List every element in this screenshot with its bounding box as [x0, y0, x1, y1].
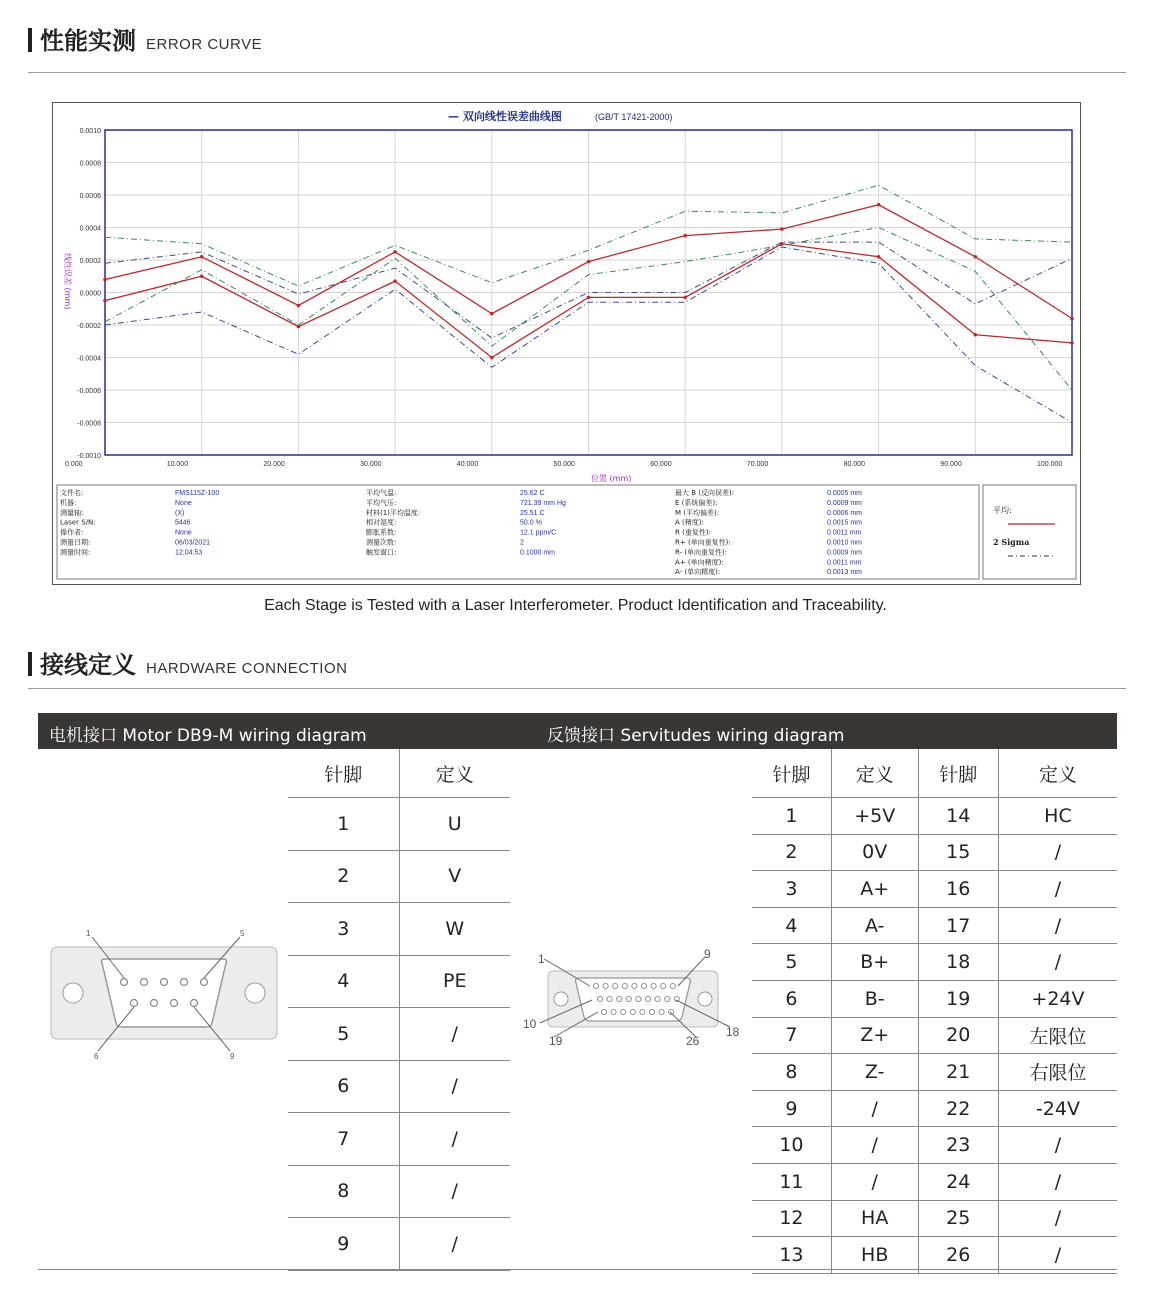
pin-number-cell: 4	[752, 907, 831, 944]
pin-definition-cell: +5V	[831, 798, 918, 835]
pin-definition-cell: /	[998, 1127, 1117, 1164]
pin-number-cell: 4	[288, 955, 399, 1008]
x-tick-label: 0.000	[65, 461, 83, 468]
info-stat-value: 0.0015 mm	[827, 519, 863, 527]
svg-text:9: 9	[704, 947, 711, 961]
info-env-label: 材料(1)平均温度:	[366, 508, 421, 517]
pin-definition-cell: /	[998, 1237, 1117, 1274]
data-point	[974, 255, 978, 259]
pin-number-cell: 2	[752, 834, 831, 871]
x-tick-label: 10.000	[166, 461, 189, 468]
pin-number-cell: 16	[918, 871, 998, 908]
pin-definition-cell: 0V	[831, 834, 918, 871]
pin-number-cell: 5	[752, 944, 831, 981]
table-row	[752, 1237, 1117, 1274]
data-point	[683, 296, 687, 300]
y-tick-label: 0.0002	[79, 258, 101, 265]
y-tick-label: -0.0008	[77, 420, 101, 428]
pin-number-cell: 14	[918, 798, 998, 835]
table-row	[288, 955, 510, 1008]
info-stat-label: A+ (单向精度):	[675, 558, 724, 567]
data-point	[587, 260, 591, 264]
x-tick-label: 70.000	[746, 461, 769, 468]
x-tick-label: 30.000	[360, 461, 382, 468]
db26-pin	[603, 983, 608, 988]
pin-number-cell: 19	[918, 980, 998, 1017]
db26-pin	[611, 1009, 616, 1014]
table-row	[752, 980, 1117, 1017]
svg-text:5: 5	[240, 929, 245, 938]
data-point	[877, 255, 881, 259]
db26-pin	[651, 983, 656, 988]
pin-number-cell: 10	[752, 1127, 831, 1164]
info-env-value: 25.62 C	[520, 490, 545, 497]
info-env-value: 0.1000 mm	[520, 549, 556, 557]
pin-definition-cell: W	[399, 903, 510, 956]
info-meta-value: FMS115Z-100	[175, 490, 220, 497]
info-stat-label: E (系统偏差):	[675, 498, 718, 507]
info-meta-label: 测量日期:	[60, 538, 91, 547]
db26-pin	[645, 996, 650, 1001]
table-row	[288, 1218, 510, 1271]
pin-number-cell: 1	[752, 798, 831, 835]
info-stat-value: 0.0011 mm	[827, 559, 862, 567]
info-stat-label: A- (单向精度):	[675, 568, 721, 577]
info-stat-value: 0.0009 mm	[827, 549, 863, 557]
table-row	[752, 1017, 1117, 1054]
section-title-cn: 接线定义	[40, 651, 136, 679]
pin-number-cell: 13	[752, 1237, 831, 1274]
bottom-divider	[38, 1269, 1117, 1270]
info-stat-label: R- (单向重复性):	[675, 548, 728, 557]
info-env-label: 膨胀系数:	[366, 528, 397, 537]
data-point	[1070, 317, 1074, 321]
info-meta-label: 文件名:	[60, 489, 84, 497]
pin-definition-cell: /	[998, 834, 1117, 871]
pin-definition-cell: Z-	[831, 1054, 918, 1091]
wiring-header-bar	[38, 713, 1117, 749]
data-point	[200, 274, 204, 278]
pin-number-cell: 11	[752, 1163, 831, 1200]
pin-definition-cell: A-	[831, 907, 918, 944]
db26-pin	[613, 983, 618, 988]
db26-pin	[640, 1009, 645, 1014]
mount-hole	[245, 983, 265, 1003]
table-row	[752, 1054, 1117, 1091]
db9-connector-diagram	[40, 925, 290, 1065]
db26-pin	[597, 996, 602, 1001]
pin-number-cell: 6	[288, 1060, 399, 1113]
table-row	[288, 903, 510, 956]
db26-pin	[670, 983, 675, 988]
y-tick-label: -0.0010	[77, 453, 101, 460]
section-divider	[28, 688, 1126, 689]
db26-pin	[601, 1009, 606, 1014]
table-row	[288, 798, 510, 851]
x-tick-label: 90.000	[940, 461, 962, 468]
db26-pin	[630, 1009, 635, 1014]
x-tick-label: 50.000	[553, 461, 575, 468]
svg-text:19: 19	[549, 1034, 563, 1048]
pin-definition-cell: /	[831, 1090, 918, 1127]
table-row	[288, 1060, 510, 1113]
info-meta-label: 操作者:	[60, 528, 84, 537]
pin-number-cell: 7	[752, 1017, 831, 1054]
mount-hole	[63, 983, 83, 1003]
pin-definition-cell: /	[399, 1008, 510, 1061]
pin-definition-cell: /	[399, 1218, 510, 1271]
definition-header: 定义	[831, 749, 918, 798]
y-tick-label: 0.0000	[79, 290, 101, 298]
pin-definition-cell: U	[399, 798, 510, 851]
chart-title: — 双向线性误差曲线图	[448, 110, 562, 123]
pin-number-cell: 5	[288, 1008, 399, 1061]
pin-number-cell: 21	[918, 1054, 998, 1091]
data-point	[683, 234, 687, 238]
chart-canvas	[53, 103, 1080, 584]
pin-definition-cell: /	[399, 1060, 510, 1113]
pin-number-cell: 17	[918, 907, 998, 944]
info-stat-label: R+ (单向重复性):	[675, 538, 731, 547]
pin-definition-cell: HB	[831, 1237, 918, 1274]
db26-pin	[617, 996, 622, 1001]
pin-number-cell: 9	[288, 1218, 399, 1271]
info-stat-value: 0.0011 mm	[827, 529, 862, 537]
y-tick-label: -0.0004	[77, 355, 101, 363]
table-row	[752, 834, 1117, 871]
pin-definition-cell: HA	[831, 1200, 918, 1237]
x-axis-label: 位置 (mm)	[591, 474, 632, 483]
info-env-label: 相对湿度:	[366, 518, 397, 527]
pin-number-cell: 2	[288, 850, 399, 903]
pin-header: 针脚	[288, 749, 399, 798]
info-stat-value: 0.0013 mm	[827, 569, 863, 577]
info-meta-value: None	[175, 499, 192, 507]
info-meta-label: 测量时间:	[60, 548, 91, 557]
pin-number-cell: 26	[918, 1237, 998, 1274]
pin-header: 针脚	[752, 749, 831, 798]
pin-number-cell: 12	[752, 1200, 831, 1237]
table-row	[752, 871, 1117, 908]
info-stat-label: A (精度):	[675, 518, 704, 527]
y-tick-label: 0.0004	[79, 225, 101, 233]
x-tick-label: 20.000	[263, 461, 285, 468]
pin-number-cell: 3	[288, 903, 399, 956]
y-tick-label: 0.0006	[79, 193, 101, 200]
chart-subtitle: (GB/T 17421-2000)	[595, 112, 673, 122]
data-point	[490, 312, 494, 316]
x-tick-label: 100.000	[1037, 461, 1063, 468]
pin-definition-cell: A+	[831, 871, 918, 908]
section-title-en: HARDWARE CONNECTION	[146, 660, 348, 677]
pin-number-cell: 24	[918, 1163, 998, 1200]
pin-definition-cell: B+	[831, 944, 918, 981]
pin-definition-cell: /	[831, 1127, 918, 1164]
info-stat-value: 0.0006 mm	[827, 509, 863, 517]
info-meta-label: 测量轴:	[60, 508, 84, 517]
data-point	[877, 203, 881, 207]
legend-mean-label: 平均:	[993, 506, 1012, 515]
y-axis-label: 线性误差 (mm)	[63, 253, 72, 310]
svg-text:18: 18	[726, 1025, 740, 1039]
data-point	[103, 278, 107, 282]
info-stat-value: 0.0005 mm	[827, 490, 863, 497]
motor-wiring-title: 电机接口 Motor DB9-M wiring diagram	[49, 726, 367, 746]
pin-header: 针脚	[918, 749, 998, 798]
db26-pin	[636, 996, 641, 1001]
info-env-value: 25.51 C	[520, 509, 545, 517]
definition-header: 定义	[998, 749, 1117, 798]
table-row	[752, 798, 1117, 835]
pin-number-cell: 22	[918, 1090, 998, 1127]
definition-header: 定义	[399, 749, 510, 798]
info-env-label: 测量次数:	[366, 538, 397, 547]
db26-pin	[593, 983, 598, 988]
db26-pin	[632, 983, 637, 988]
table-row	[288, 850, 510, 903]
pin-definition-cell: /	[998, 1200, 1117, 1237]
table-row	[288, 1008, 510, 1061]
db26-pin	[641, 983, 646, 988]
info-stat-label: M (平均偏差):	[675, 508, 720, 517]
pin-number-cell: 15	[918, 834, 998, 871]
pin-number-cell: 8	[288, 1165, 399, 1218]
table-row	[752, 1090, 1117, 1127]
motor-pin-table	[288, 749, 510, 1271]
x-tick-label: 40.000	[456, 461, 479, 468]
table-row	[288, 1113, 510, 1166]
info-meta-value: 5446	[175, 519, 191, 527]
pin-definition-cell: /	[998, 871, 1117, 908]
pin-number-cell: 23	[918, 1127, 998, 1164]
info-env-value: 12.1 ppm/C	[520, 529, 557, 537]
pin-number-cell: 25	[918, 1200, 998, 1237]
legend-border	[983, 485, 1076, 579]
svg-text:1: 1	[86, 929, 91, 938]
svg-text:1: 1	[538, 952, 545, 966]
db26-pin	[655, 996, 660, 1001]
section-title-en: ERROR CURVE	[146, 36, 263, 53]
info-env-label: 触发窗口:	[366, 548, 397, 557]
servo-pin-table	[752, 749, 1117, 1274]
chart-caption: Each Stage is Tested with a Laser Interferometer. Product Identification and Traceability.	[264, 597, 887, 614]
data-point	[780, 227, 784, 231]
table-row	[752, 907, 1117, 944]
db26-connector-diagram	[520, 945, 750, 1055]
db26-pin	[622, 983, 627, 988]
table-row	[752, 944, 1117, 981]
section-divider	[28, 72, 1126, 73]
table-row	[288, 1165, 510, 1218]
section-header-error-curve	[28, 20, 262, 56]
data-point	[1070, 341, 1074, 345]
pin-definition-cell: /	[399, 1165, 510, 1218]
pin-definition-cell: B-	[831, 980, 918, 1017]
db26-pin	[649, 1009, 654, 1014]
info-stat-value: 0.0010 mm	[827, 539, 863, 547]
pin-number-cell: 8	[752, 1054, 831, 1091]
info-meta-value: (X)	[175, 509, 185, 517]
table-row	[752, 1200, 1117, 1237]
pin-number-cell: 1	[288, 798, 399, 851]
svg-text:9: 9	[230, 1052, 235, 1061]
svg-text:26: 26	[686, 1034, 700, 1048]
info-meta-value: 06/03/2021	[175, 539, 211, 547]
pin-number-cell: 6	[752, 980, 831, 1017]
db26-pin	[665, 996, 670, 1001]
legend-sigma-label: 2 Sigma	[993, 537, 1030, 547]
svg-text:6: 6	[94, 1052, 99, 1061]
pin-definition-cell: /	[399, 1113, 510, 1166]
info-meta-value: 12:04:53	[175, 549, 203, 557]
info-env-value: 50.0 %	[520, 519, 542, 527]
pin-definition-cell: +24V	[998, 980, 1117, 1017]
db26-pin	[659, 1009, 664, 1014]
mount-hole	[554, 992, 568, 1006]
info-meta-value: None	[175, 529, 192, 537]
error-curve-chart	[52, 102, 1081, 585]
pin-number-cell: 7	[288, 1113, 399, 1166]
pin-definition-cell: 左限位	[998, 1017, 1117, 1054]
pin-definition-cell: /	[998, 1163, 1117, 1200]
pin-definition-cell: V	[399, 850, 510, 903]
data-point	[974, 333, 978, 337]
svg-text:10: 10	[523, 1017, 537, 1031]
data-point	[587, 296, 591, 300]
info-stat-value: 0.0009 mm	[827, 499, 863, 507]
pin-definition-cell: PE	[399, 955, 510, 1008]
y-tick-label: -0.0006	[77, 388, 101, 395]
section-title-cn: 性能实测	[40, 27, 136, 55]
y-tick-label: 0.0010	[79, 128, 101, 135]
info-meta-label: Laser S/N:	[60, 518, 96, 527]
data-point	[393, 250, 397, 254]
table-row	[752, 1127, 1117, 1164]
info-meta-label: 机器:	[60, 498, 77, 507]
pin-definition-cell: HC	[998, 798, 1117, 835]
data-point	[200, 255, 204, 259]
info-env-value: 721.39 mm Hg	[520, 499, 566, 507]
data-point	[103, 299, 107, 303]
pin-definition-cell: /	[998, 907, 1117, 944]
db26-pin	[621, 1009, 626, 1014]
y-tick-label: -0.0002	[77, 323, 101, 330]
table-header-row	[752, 749, 1117, 798]
pin-number-cell: 3	[752, 871, 831, 908]
db26-pin	[626, 996, 631, 1001]
pin-definition-cell: -24V	[998, 1090, 1117, 1127]
mount-hole	[698, 992, 712, 1006]
table-header-row	[288, 749, 510, 798]
data-point	[297, 304, 301, 308]
pin-definition-cell: Z+	[831, 1017, 918, 1054]
servo-wiring-title: 反馈接口 Servitudes wiring diagram	[547, 726, 845, 746]
x-tick-label: 60.000	[650, 461, 672, 468]
table-row	[752, 1163, 1117, 1200]
info-env-value: 2	[520, 539, 524, 547]
pin-definition-cell: 右限位	[998, 1054, 1117, 1091]
info-stat-label: R (重复性):	[675, 528, 711, 537]
pin-number-cell: 20	[918, 1017, 998, 1054]
data-point	[490, 356, 494, 360]
pin-definition-cell: /	[831, 1163, 918, 1200]
info-stat-label: 最大 B (反向误差):	[675, 489, 735, 497]
y-tick-label: 0.0008	[79, 160, 101, 168]
pin-number-cell: 9	[752, 1090, 831, 1127]
section-header-hardware	[28, 644, 347, 680]
x-tick-label: 80.000	[843, 461, 866, 468]
section-marker	[28, 28, 32, 52]
db26-pin	[661, 983, 666, 988]
data-point	[393, 279, 397, 283]
db26-pin	[607, 996, 612, 1001]
section-marker	[28, 652, 32, 676]
pin-number-cell: 18	[918, 944, 998, 981]
connector-face	[102, 959, 227, 1027]
info-env-label: 平均气温:	[366, 489, 397, 497]
pin-definition-cell: /	[998, 944, 1117, 981]
info-env-label: 平均气压:	[366, 498, 397, 507]
